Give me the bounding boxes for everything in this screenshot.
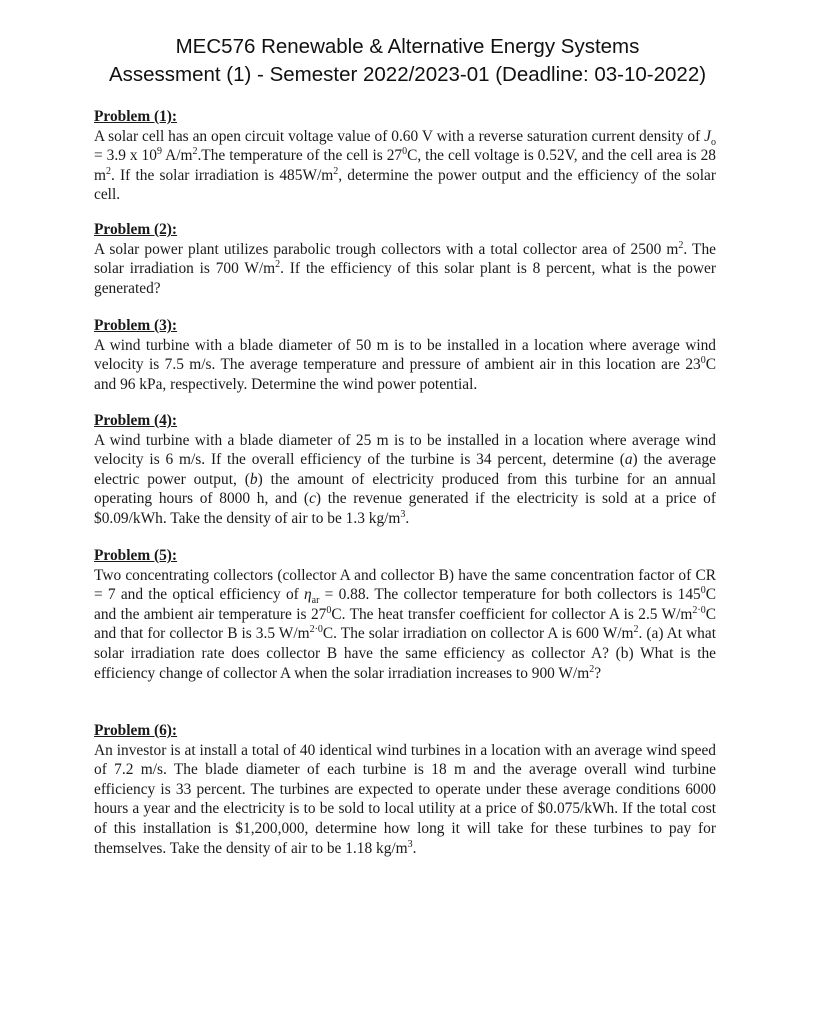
problem-1 [94, 107, 716, 205]
problem-5-text: Two concentrating collectors (collector A and collector B) have the same concentration factor of CR = 7 and the optical efficiency of $\eta_{ar} = 0.88$. The collector temperature for both collectors is $145^0C$ and the ambient air temperature is $27^0C$. The heat transfer coefficient for collector A is 2.5 $W/m^{2\cdot 0}C$ and that for collector B is 3.5 $W/m^{2\cdot 0}C$. The solar irradiation on collector A is 600 $W/m^2$. (a) At what solar irradiation rate does collector B have the same efficiency as collector A? (b) What is the efficiency change of collector A when the solar irradiation increases to 900 $W/m^2$? [94, 566, 716, 682]
problem-6-text: An investor is at install a total of 40 identical wind turbines in a location with an average wind speed of 7.2 m/s. The blade diameter of each turbine is 18 m and the average overall wind turbine efficiency is 33 percent. The turbines are expected to operate under these average conditions 6000 hours a year and the electricity is to be sold to local utility at a price of $0.075/kWh. If the total cost of this installation is $1,200,000, determine how long it will take for these turbines to pay for themselves. Take the density of air to be 1.18 $kg/m^3$. [94, 741, 716, 857]
problem-3-text: A wind turbine with a blade diameter of 50 m is to be installed in a location where average wind velocity is 7.5 m/s. The average temperature and pressure of ambient air in this location are $23^0C$ and 96 kPa, respectively. Determine the wind power potential. [94, 336, 716, 393]
problem-4-title: Problem (4): [94, 412, 178, 429]
problem-2 [94, 220, 716, 298]
document-header [0, 33, 815, 89]
problem-5 [94, 546, 716, 683]
problem-1-title: Problem (1): [94, 108, 178, 125]
problem-1-text: A solar cell has an open circuit voltage value of 0.60 V with a reverse saturation current density of $J_o = 3.9$ x $10^9$ $A/m^2.The$ temperature of the cell is $27^0C$, the cell voltage is 0.52V, and the cell area is 28 $m^2$. If the solar irradiation is $485W/m^2$, determine the power output and the efficiency of the solar cell. [94, 127, 716, 204]
course-title: MEC576 Renewable & Alternative Energy Systems [175, 35, 640, 58]
assessment-title: Assessment (1) - Semester 2022/2023-01 (Deadline: 03-10-2022) [108, 63, 707, 86]
problem-5-title: Problem (5): [94, 547, 178, 564]
problem-4-text: A wind turbine with a blade diameter of 25 m is to be installed in a location where average wind velocity is 6 m/s. If the overall efficiency of the turbine is 34 percent, determine (a) the average electric power output, (b) the amount of electricity produced from this turbine for an annual operating hours of 8000 h, and (c) the revenue generated if the electricity is sold at a price of $0.09/kWh. Take the density of air to be 1.3 $kg/m^3$. [94, 431, 716, 527]
problem-3 [94, 316, 716, 394]
problem-6 [94, 721, 716, 858]
problem-6-title: Problem (6): [94, 722, 178, 739]
problem-2-title: Problem (2): [94, 221, 178, 238]
problem-4 [94, 411, 716, 529]
problem-3-title: Problem (3): [94, 317, 178, 334]
problem-2-text: A solar power plant utilizes parabolic trough collectors with a total collector area of 2500 $m^2$. The solar irradiation is 700 $W/m^2$. If the efficiency of this solar plant is 8 percent, what is the power generated? [94, 239, 716, 297]
